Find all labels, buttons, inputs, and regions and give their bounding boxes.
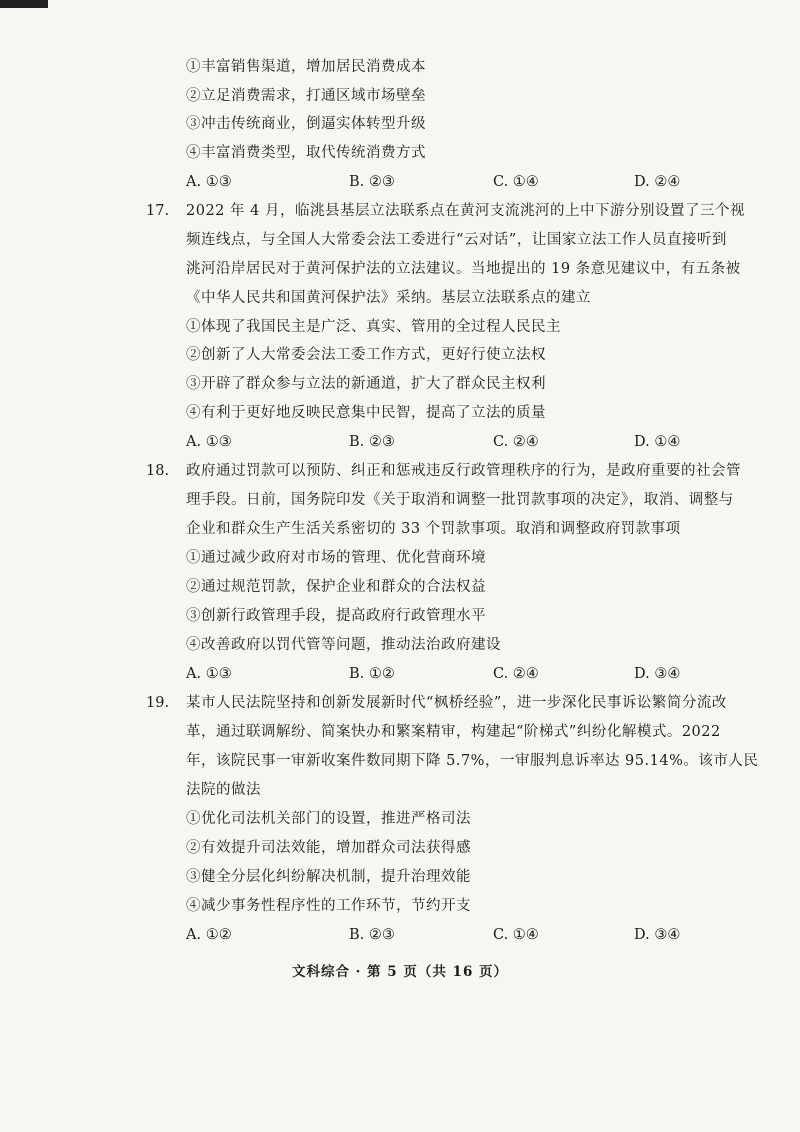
q17-option-2: ②创新了人大常委会法工委工作方式，更好行使立法权 <box>186 347 546 363</box>
q19-choice-b: B. ②③ <box>349 927 395 943</box>
q18-option-1: ①通过减少政府对市场的管理、优化营商环境 <box>186 550 486 566</box>
q17-choice-d: D. ①④ <box>634 434 681 450</box>
q19-choice-a: A. ①② <box>186 927 232 943</box>
q16-option-2: ②立足消费需求，打通区域市场壁垒 <box>186 88 426 104</box>
q19-stem-line-4: 法院的做法 <box>186 782 261 798</box>
q18-choice-d: D. ③④ <box>634 666 681 682</box>
q16-choice-c: C. ①④ <box>493 174 539 190</box>
q16-choice-d: D. ②④ <box>634 174 681 190</box>
q19-option-2: ②有效提升司法效能，增加群众司法获得感 <box>186 840 471 856</box>
q19-option-4: ④减少事务性程序性的工作环节，节约开支 <box>186 898 471 914</box>
q19-choice-d: D. ③④ <box>634 927 681 943</box>
q18-stem-line-1: 政府通过罚款可以预防、纠正和惩戒违反行政管理秩序的行为，是政府重要的社会管 <box>186 463 741 479</box>
q16-option-1: ①丰富销售渠道，增加居民消费成本 <box>186 59 426 75</box>
q19-option-3: ③健全分层化纠纷解决机制，提升治理效能 <box>186 869 471 885</box>
q19-stem-line-3: 年，该院民事一审新收案件数同期下降 5.7%，一审服判息诉率达 95.14%。该市人民 <box>186 753 759 769</box>
q18-choice-c: C. ②④ <box>493 666 539 682</box>
q17-choice-c: C. ②④ <box>493 434 539 450</box>
q18-option-4: ④改善政府以罚代管等问题，推动法治政府建设 <box>186 637 501 653</box>
q18-number: 18. <box>146 463 170 479</box>
q19-stem-line-1: 某市人民法院坚持和创新发展新时代“枫桥经验”，进一步深化民事诉讼繁简分流改 <box>186 695 727 711</box>
q18-option-2: ②通过规范罚款，保护企业和群众的合法权益 <box>186 579 486 595</box>
q17-stem-line-2: 频连线点，与全国人大常委会法工委进行“云对话”，让国家立法工作人员直接听到 <box>186 232 727 248</box>
q16-choice-b: B. ②③ <box>349 174 395 190</box>
q16-option-4: ④丰富消费类型，取代传统消费方式 <box>186 145 426 161</box>
q17-option-3: ③开辟了群众参与立法的新通道，扩大了群众民主权利 <box>186 376 546 392</box>
q18-choice-a: A. ①③ <box>186 666 232 682</box>
q19-choice-c: C. ①④ <box>493 927 539 943</box>
q17-stem-line-4: 《中华人民共和国黄河保护法》采纳。基层立法联系点的建立 <box>186 290 591 306</box>
q18-option-3: ③创新行政管理手段，提高政府行政管理水平 <box>186 608 486 624</box>
q17-stem-line-1: 2022 年 4 月，临洮县基层立法联系点在黄河支流洮河的上中下游分别设置了三个视 <box>186 203 745 219</box>
q19-option-1: ①优化司法机关部门的设置，推进严格司法 <box>186 811 471 827</box>
q19-number: 19. <box>146 695 170 711</box>
q17-option-1: ①体现了我国民主是广泛、真实、管用的全过程人民民主 <box>186 319 561 335</box>
q16-choice-a: A. ①③ <box>186 174 232 190</box>
q18-stem-line-3: 企业和群众生产生活关系密切的 33 个罚款事项。取消和调整政府罚款事项 <box>186 521 681 537</box>
q18-stem-line-2: 理手段。日前，国务院印发《关于取消和调整一批罚款事项的决定》，取消、调整与 <box>186 492 734 508</box>
q17-choice-b: B. ②③ <box>349 434 395 450</box>
q17-choice-a: A. ①③ <box>186 434 232 450</box>
page-footer: 文科综合 · 第 5 页（共 16 页） <box>291 964 509 980</box>
q18-choice-b: B. ①② <box>349 666 395 682</box>
q17-number: 17. <box>146 203 170 219</box>
q17-option-4: ④有利于更好地反映民意集中民智，提高了立法的质量 <box>186 405 546 421</box>
q16-option-3: ③冲击传统商业，倒逼实体转型升级 <box>186 116 426 132</box>
q17-stem-line-3: 洮河沿岸居民对于黄河保护法的立法建议。当地提出的 19 条意见建议中，有五条被 <box>186 261 741 277</box>
q19-stem-line-2: 革，通过联调解纷、简案快办和繁案精审，构建起“阶梯式”纠纷化解模式。2022 <box>186 724 721 740</box>
